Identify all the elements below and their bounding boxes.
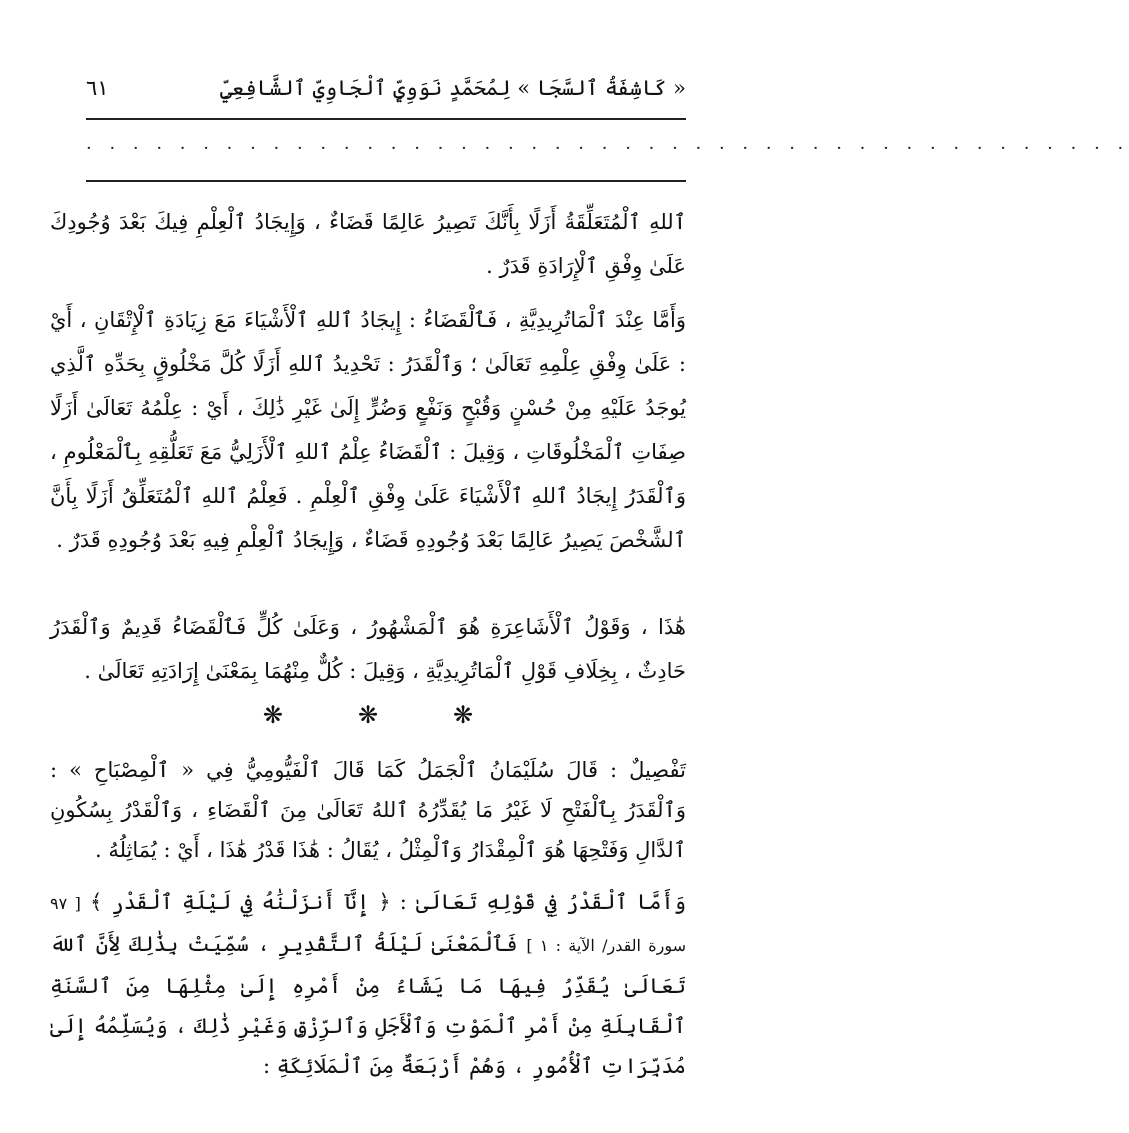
verse-reference: [ ٩٧ سورة القدر/ الآية : ١ ]: [50, 894, 686, 955]
star-icon: ❋: [357, 701, 379, 729]
dotted-separator: · · · · · · · · · · · · · · · · · · · · · · · · · · · · · · · · · · · · · · · · · · · · ·: [86, 138, 1129, 159]
header-rule: [86, 118, 686, 120]
star-icon: ❋: [453, 701, 474, 729]
page-number: ٦١: [86, 76, 109, 100]
section-ornament: [50, 700, 686, 730]
paragraph-1: ٱللهِ ٱلْمُتَعَلِّقَةُ أَزَلًا بِأَنَّكَ تَصِيرُ عَالِمًا قَضَاءٌ ، وَإِيجَادُ ٱلْعِلْمِ فِيكَ بَعْدَ وُجُودِكَ عَلَىٰ وِفْقِ ٱلْإِرَادَةِ قَدَرٌ .: [50, 210, 686, 278]
page-header: [86, 68, 686, 108]
paragraph-2: وَأَمَّا عِنْدَ ٱلْمَاتُرِيدِيَّةِ ، فَٱلْقَضَاءُ : إِيجَادُ ٱللهِ ٱلْأَشْيَاءَ مَعَ زِيَادَةِ ٱلْإِتْقَانِ ، أَيْ : عَلَىٰ وِفْقِ عِلْمِهِ تَعَالَىٰ ؛ وَٱلْقَدَرُ : تَحْدِيدُ ٱللهِ أَزَلًا كُلَّ مَخْلُوقٍ بِحَدِّهِ ٱلَّذِي يُوجَدُ عَلَيْهِ مِنْ حُسْنٍ وَقُبْحٍ وَنَفْعٍ وَضُرٍّ إِلَىٰ غَيْرِ ذَٰلِكَ ، أَيْ : عِلْمُهُ تَعَالَىٰ أَزَلًا صِفَاتِ ٱلْمَخْلُوقَاتِ ، وَقِيلَ : ٱلْقَضَاءُ عِلْمُ ٱللهِ ٱلْأَزَلِيُّ مَعَ تَعَلُّقِهِ بِٱلْمَعْلُومِ ، وَٱلْقَدَرُ إِيجَادُ ٱللهِ ٱلْأَشْيَاءَ عَلَىٰ وِفْقِ ٱلْعِلْمِ . فَعِلْمُ ٱللهِ ٱلْمُتَعَلِّقُ أَزَلًا بِأَنَّ ٱلشَّخْصَ يَصِيرُ عَالِمًا بَعْدَ وُجُودِهِ قَضَاءٌ ، وَإِيجَادُ ٱلْعِلْمِ فِيهِ بَعْدَ وُجُودِهِ قَدَرٌ .: [50, 308, 686, 552]
paragraph-5-text: فَٱلْمَعْنَىٰ لَيْلَةُ ٱلتَّقْدِيرِ ، سُمِّيَتْ بِذَٰلِكَ لِأَنَّ ٱللهَ تَعَالَىٰ يُقَدِّرُ فِيهَا مَا يَشَاءُ مِنْ أَمْرِهِ إِلَىٰ مِثْلِهَا مِنَ ٱلسَّنَةِ ٱلْقَابِلَةِ مِنْ أَمْرِ ٱلْمَوْتِ وَٱلْأَجَلِ وَٱلرِّزْقِ وَغَيْرِ ذَٰلِكَ ، وَيُسَلِّمُهُ إِلَىٰ مُدَبِّرَاتِ ٱلْأُمُورِ ، وَهُمْ أَرْبَعَةٌ مِنَ ٱلْمَلَائِكَةِ :: [50, 932, 686, 1078]
paragraph-4: تَفْصِيلٌ : قَالَ سُلَيْمَانُ ٱلْجَمَلُ كَمَا قَالَ ٱلْفَيُّومِيُّ فِي « ٱلْمِصْبَاحِ » : وَٱلْقَدَرُ بِٱلْفَتْحِ لَا غَيْرُ مَا يُقَدِّرُهُ ٱللهُ تَعَالَىٰ مِنَ ٱلْقَضَاءِ ، وَٱلْقَدْرُ بِسُكُونِ ٱلدَّالِ وَفَتْحِهَا هُوَ ٱلْمِقْدَارُ وَٱلْمِثْلُ ، يُقَالُ : هَٰذَا قَدْرُ هَٰذَا ، أَيْ : يُمَاثِلُهُ .: [50, 758, 686, 862]
quran-quote: وَأَمَّا ٱلْقَدْرُ فِي قَوْلِهِ تَعَالَىٰ : ﴿ إِنَّآ أَنزَلْنَٰهُ فِي لَيْلَةِ ٱلْقَدْرِ ﴾: [90, 890, 687, 914]
text-rule: [86, 180, 686, 182]
star-icon: ❋: [262, 701, 283, 729]
paragraph-5: [50, 882, 686, 1086]
running-title: « كَاشِفَةُ ٱلسَّجَا » لِمُحَمَّدٍ نَوَوِيٍّ ٱلْجَاوِيِّ ٱلشَّافِعِيِّ: [219, 76, 686, 100]
paragraph-3: هَٰذَا ، وَقَوْلُ ٱلْأَشَاعِرَةِ هُوَ ٱلْمَشْهُورُ ، وَعَلَىٰ كُلٍّ فَٱلْقَضَاءُ قَدِيمٌ وَٱلْقَدَرُ حَادِثٌ ، بِخِلَافِ قَوْلِ ٱلْمَاتُرِيدِيَّةِ ، وَقِيلَ : كُلٌّ مِنْهُمَا بِمَعْنَىٰ إِرَادَتِهِ تَعَالَىٰ .: [50, 615, 686, 683]
